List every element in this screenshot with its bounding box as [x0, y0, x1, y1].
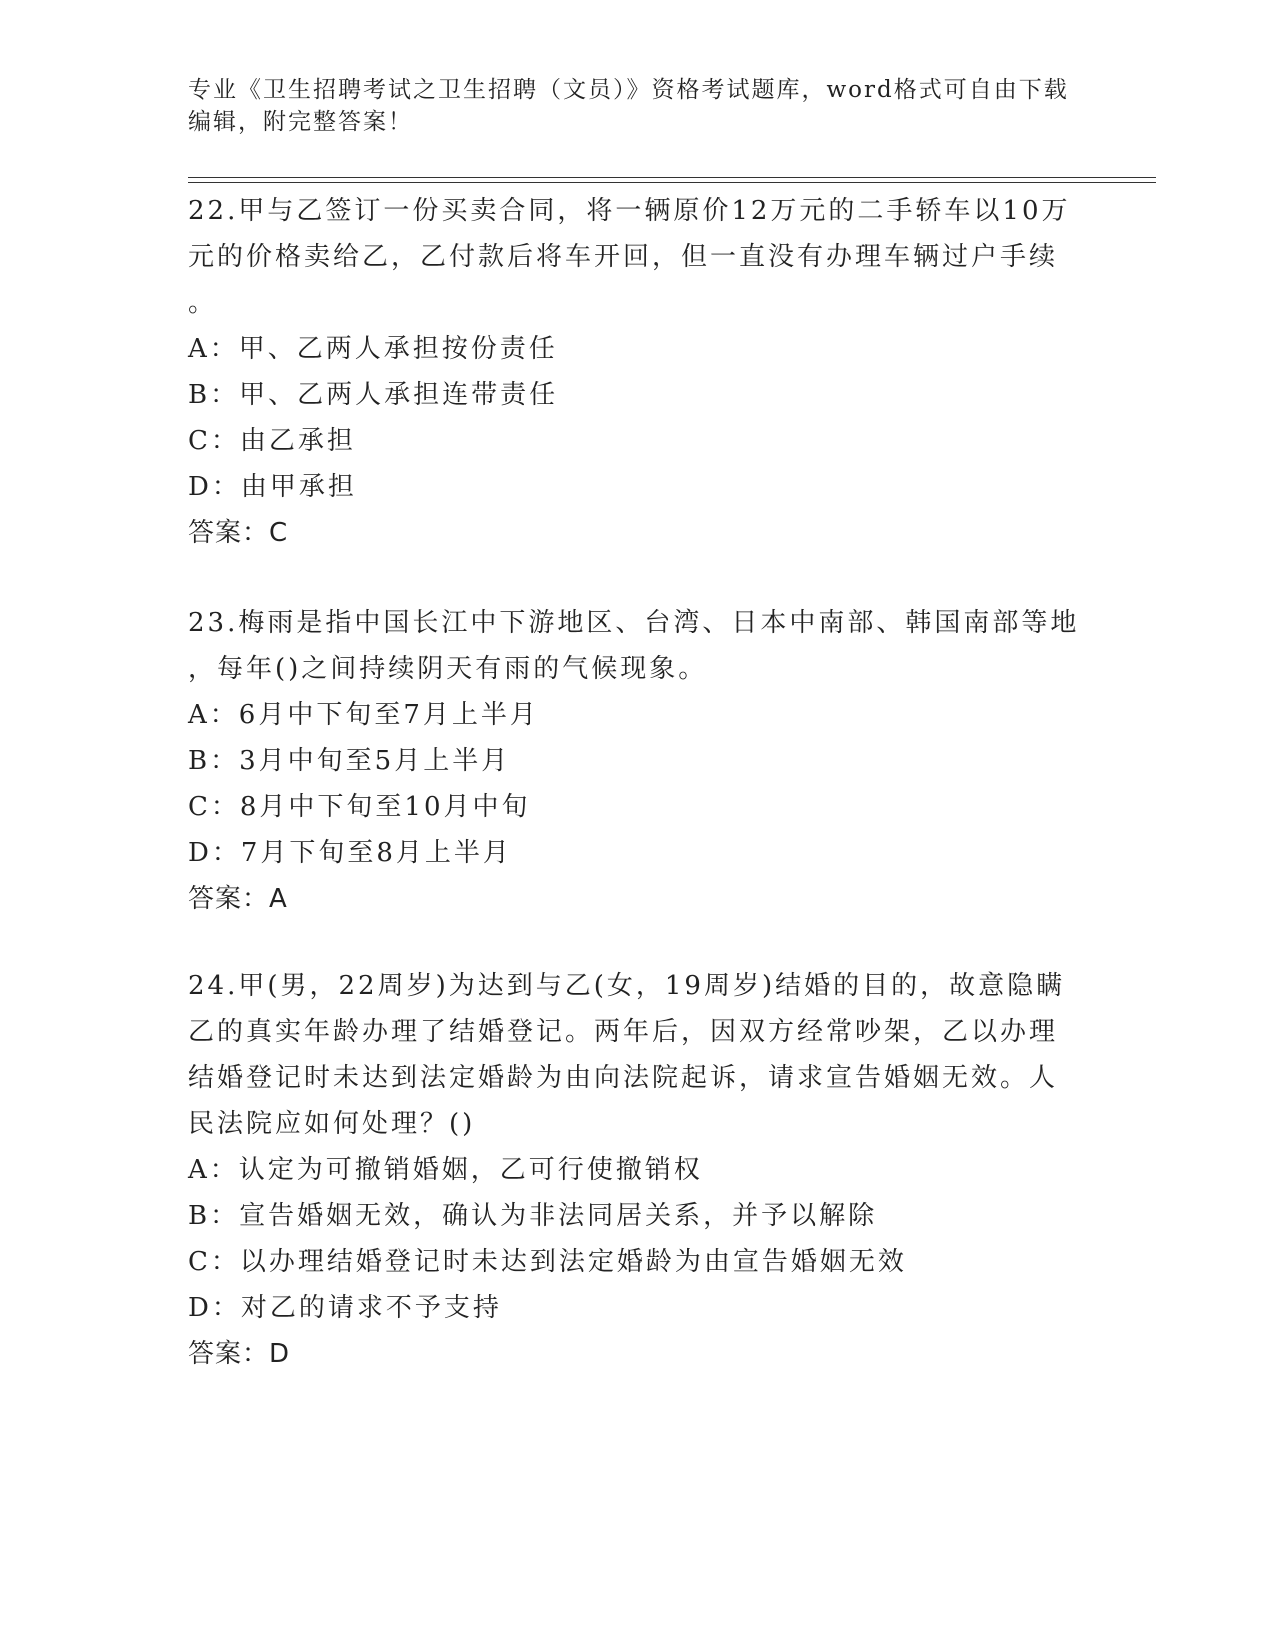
- header-divider-top: [188, 177, 1156, 178]
- option-d: D：由甲承担: [188, 472, 357, 502]
- header-line-2: 编辑，附完整答案！: [188, 109, 413, 135]
- header-divider-bottom: [188, 182, 1156, 183]
- option-a: A：6月中下旬至7月上半月: [188, 700, 539, 730]
- question-stem: [188, 600, 1088, 692]
- stem-line: ，每年()之间持续阴天有雨的气候现象。: [188, 654, 708, 684]
- document-header: [188, 74, 1088, 138]
- stem-line: 23.梅雨是指中国长江中下游地区、台湾、日本中南部、韩国南部等地: [188, 608, 1080, 638]
- stem-line: 24.甲(男，22周岁)为达到与乙(女，19周岁)结婚的目的，故意隐瞒: [188, 971, 1066, 1001]
- option-c: C：以办理结婚登记时未达到法定婚龄为由宣告婚姻无效: [188, 1247, 907, 1277]
- option-a: A：甲、乙两人承担按份责任: [188, 334, 558, 364]
- answer: 答案：D: [188, 1339, 291, 1369]
- header-line-1: 专业《卫生招聘考试之卫生招聘（文员）》资格考试题库，word格式可自由下载: [188, 77, 1069, 103]
- answer: 答案：C: [188, 518, 289, 548]
- question-23: [188, 600, 1088, 922]
- option-d: D：对乙的请求不予支持: [188, 1293, 502, 1323]
- question-24: [188, 963, 1088, 1377]
- option-c: C：由乙承担: [188, 426, 356, 456]
- option-b: B：甲、乙两人承担连带责任: [188, 380, 559, 410]
- question-22: [188, 188, 1088, 556]
- option-a: A：认定为可撤销婚姻，乙可行使撤销权: [188, 1155, 703, 1185]
- stem-line: 22.甲与乙签订一份买卖合同，将一辆原价12万元的二手轿车以10万: [188, 196, 1071, 226]
- option-b: B：宣告婚姻无效，确认为非法同居关系，并予以解除: [188, 1201, 878, 1231]
- stem-line: 元的价格卖给乙，乙付款后将车开回，但一直没有办理车辆过户手续: [188, 242, 1059, 272]
- question-stem: [188, 963, 1088, 1147]
- question-stem: [188, 188, 1088, 326]
- stem-line: 。: [188, 288, 218, 318]
- answer: 答案：A: [188, 884, 288, 914]
- option-c: C：8月中下旬至10月中旬: [188, 792, 531, 822]
- stem-line: 结婚登记时未达到法定婚龄为由向法院起诉，请求宣告婚姻无效。人: [188, 1063, 1059, 1093]
- stem-line: 民法院应如何处理？(): [188, 1109, 476, 1139]
- stem-line: 乙的真实年龄办理了结婚登记。两年后，因双方经常吵架，乙以办理: [188, 1017, 1059, 1047]
- option-d: D：7月下旬至8月上半月: [188, 838, 512, 868]
- option-b: B：3月中旬至5月上半月: [188, 746, 511, 776]
